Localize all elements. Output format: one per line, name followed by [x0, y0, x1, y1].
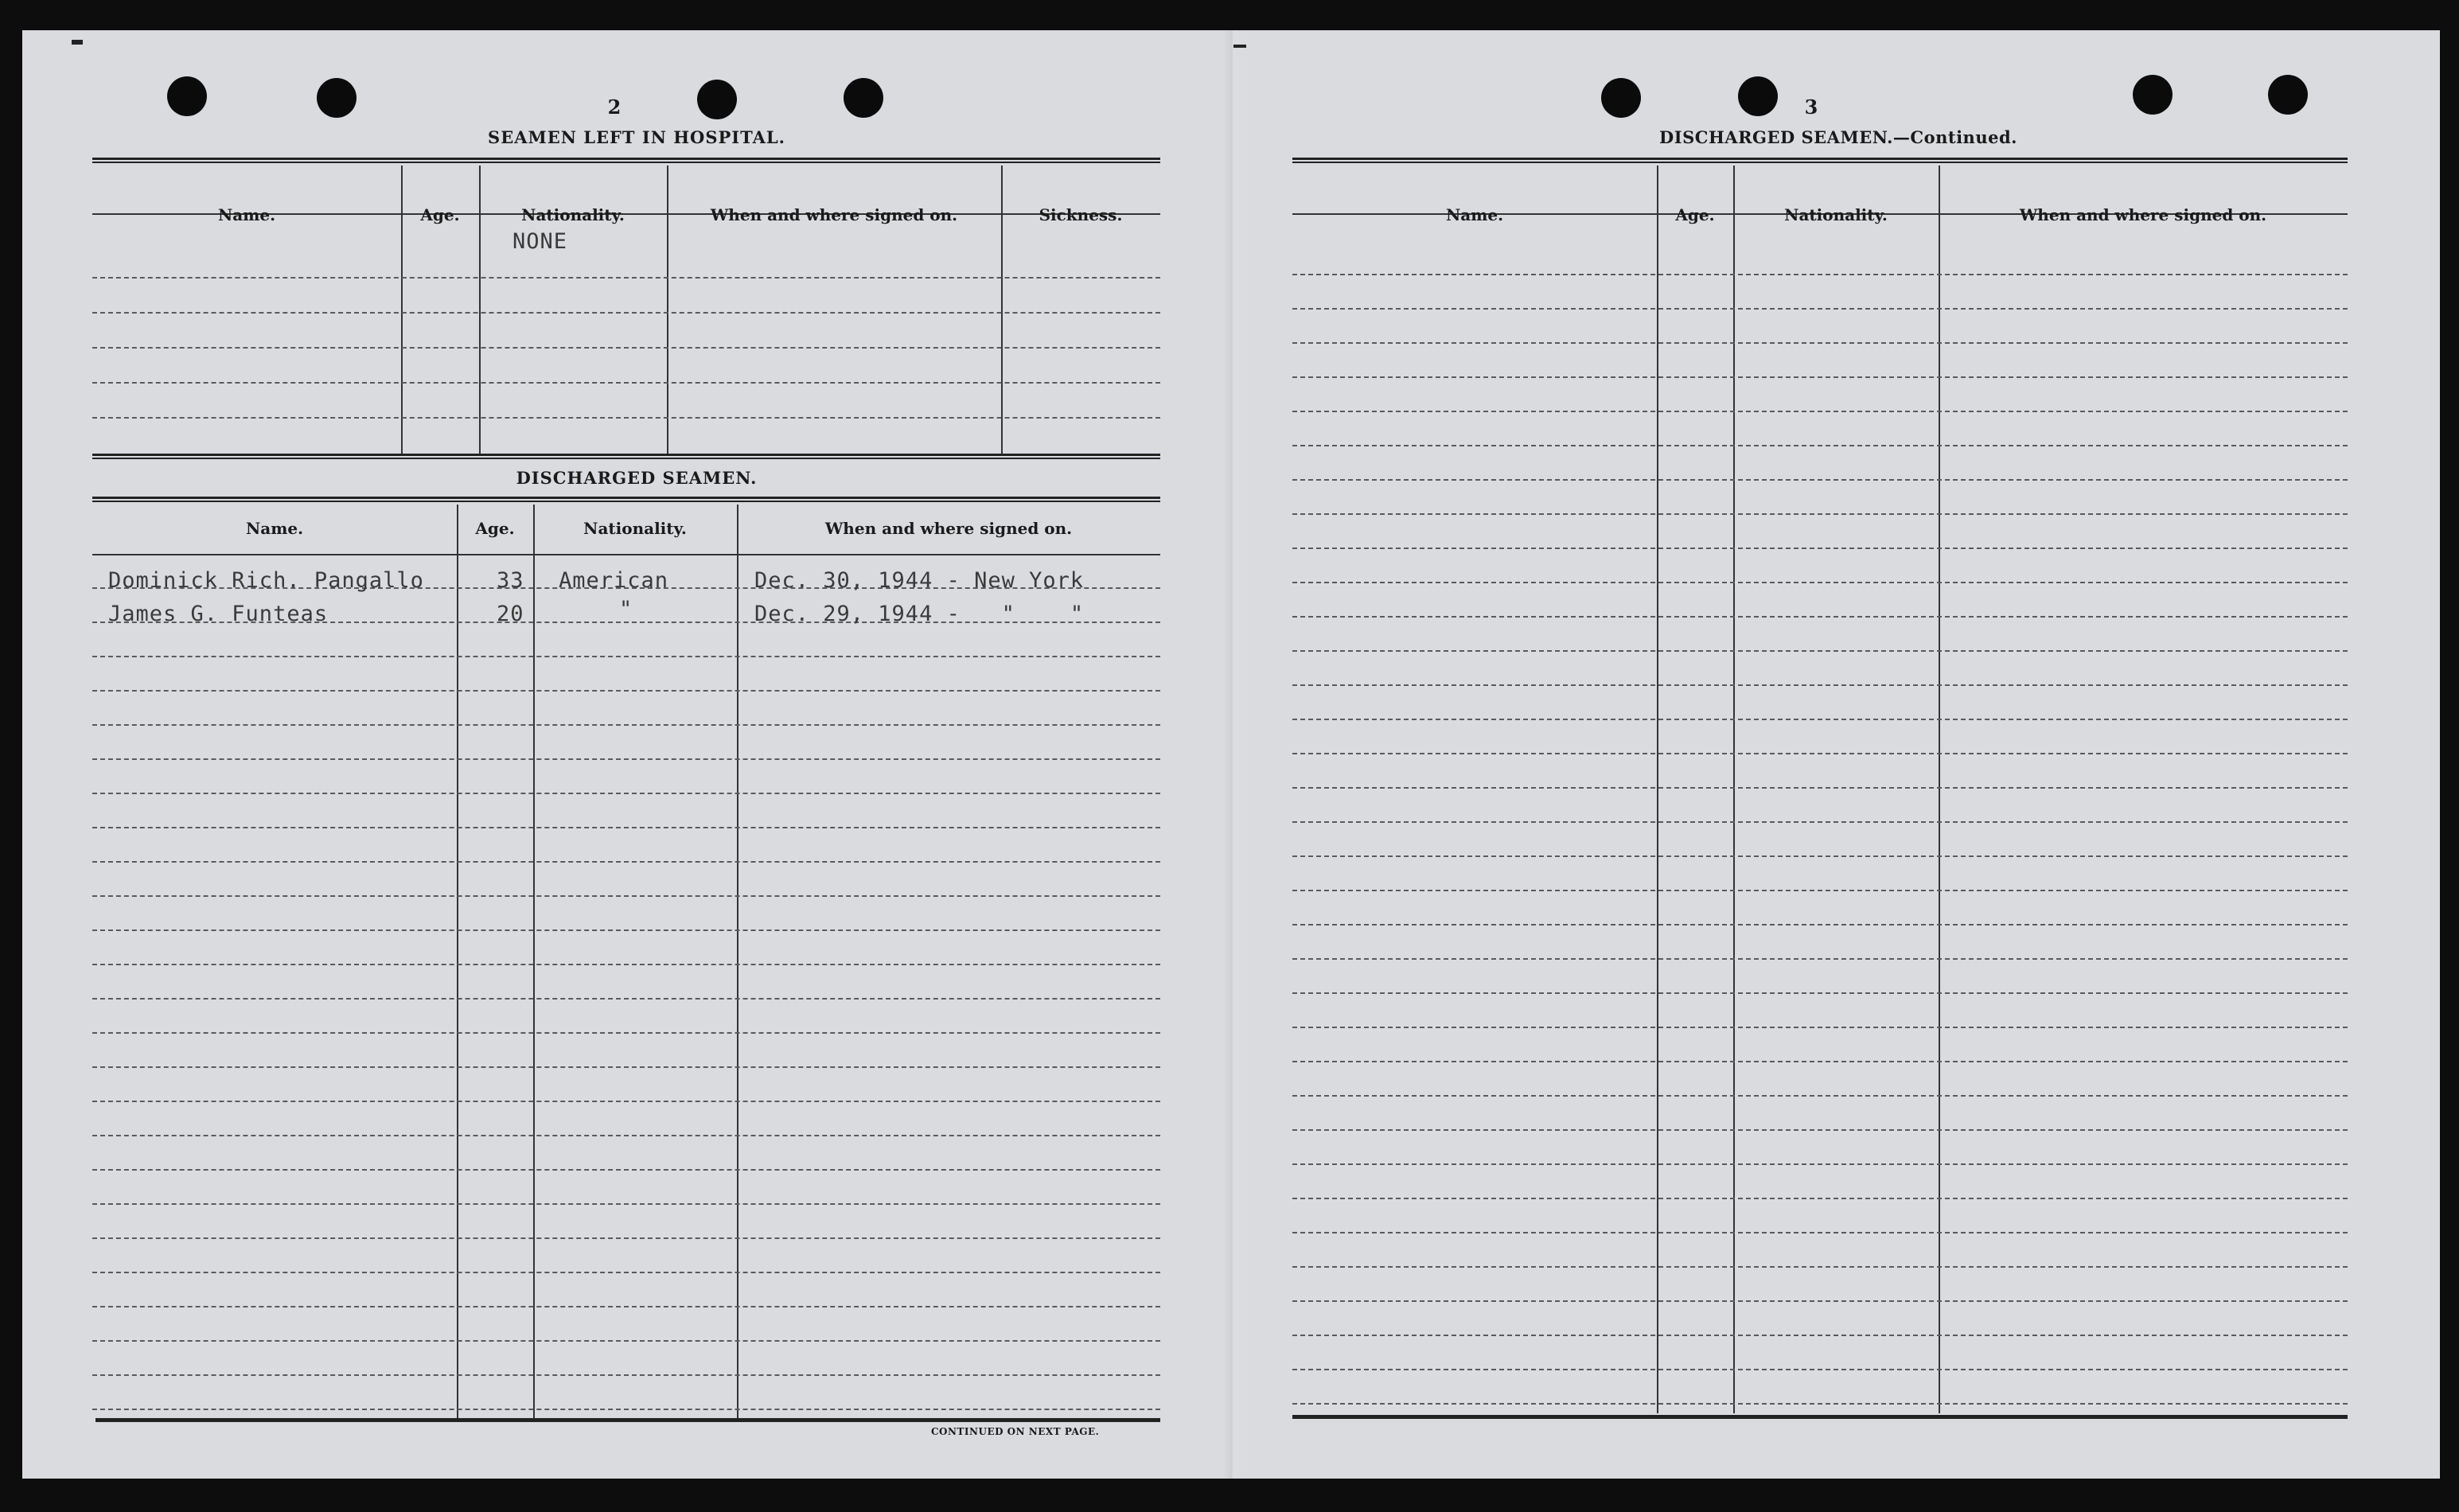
row-line [92, 656, 1160, 657]
punch-hole [2268, 75, 2308, 115]
punch-hole [2133, 75, 2173, 115]
row-line [92, 1203, 1160, 1205]
row-line [92, 895, 1160, 897]
row-line [1292, 1403, 2348, 1405]
row-line [1292, 821, 2348, 823]
col-age-header: Age. [475, 519, 515, 538]
row-1-nationality: American [559, 568, 669, 593]
bottom-rule [95, 1418, 1160, 1422]
row-line [92, 827, 1160, 828]
punch-hole [697, 80, 737, 119]
column-divider [457, 505, 458, 1418]
row-line [92, 1272, 1160, 1273]
row-line [1292, 855, 2348, 857]
row-line [92, 1340, 1160, 1342]
column-divider [667, 166, 668, 454]
col-name-header: Name. [1445, 205, 1504, 224]
punch-hole [1601, 78, 1641, 118]
column-divider [1939, 166, 1940, 1413]
row-line [92, 724, 1160, 726]
row-line [92, 1066, 1160, 1068]
row-line [1292, 719, 2348, 720]
row-line [1292, 308, 2348, 310]
column-divider [479, 166, 481, 454]
row-2-nationality: " [619, 597, 633, 622]
row-line [92, 998, 1160, 1000]
row-line [1292, 342, 2348, 344]
bottom-rule [1292, 1415, 2348, 1419]
row-line [92, 1306, 1160, 1307]
record-sheet [22, 30, 2440, 1479]
continued-note: CONTINUED ON NEXT PAGE. [931, 1426, 1100, 1437]
row-line [1292, 1095, 2348, 1097]
row-line [1292, 1163, 2348, 1165]
row-line [1292, 924, 2348, 926]
row-line [1292, 890, 2348, 891]
row-line [92, 312, 1160, 314]
col-sickness-header: Sickness. [1039, 205, 1123, 224]
row-line [92, 1032, 1160, 1034]
row-line [1292, 1061, 2348, 1062]
row-line [92, 417, 1160, 419]
row-line [1292, 1232, 2348, 1233]
row-line [1292, 616, 2348, 618]
row-line [92, 929, 1160, 931]
row-2-age: 20 [497, 602, 524, 626]
col-name-header: Name. [245, 519, 304, 538]
row-1-signed-on: Dec. 30, 1944 - New York [754, 568, 1085, 593]
row-line [92, 382, 1160, 384]
row-line [1292, 1335, 2348, 1336]
row-line [92, 347, 1160, 349]
row-line [92, 690, 1160, 692]
column-divider [1657, 166, 1658, 1413]
row-line [1292, 992, 2348, 994]
double-rule [1292, 158, 2348, 163]
row-line [92, 277, 1160, 279]
row-line [1292, 479, 2348, 481]
hospital-entry: NONE [512, 229, 568, 254]
row-1-name: Dominick Rich. Pangallo [108, 568, 424, 593]
discharged-table [92, 505, 1160, 1418]
row-line [92, 758, 1160, 760]
row-line [92, 861, 1160, 863]
row-line [1292, 376, 2348, 378]
row-2-name: James G. Funteas [108, 602, 329, 626]
row-line [92, 1169, 1160, 1171]
col-signed-on-header: When and where signed on. [824, 519, 1073, 538]
col-nationality-header: Nationality. [1784, 205, 1888, 224]
column-divider [737, 505, 738, 1418]
row-line [92, 1101, 1160, 1102]
discharged-continued-table [1292, 166, 2348, 1413]
row-line [1292, 958, 2348, 960]
scan-mark [1233, 45, 1246, 48]
double-rule [92, 497, 1160, 502]
page-number: 2 [607, 95, 622, 119]
row-line [92, 1135, 1160, 1136]
punch-hole [167, 76, 207, 116]
row-line [1292, 1198, 2348, 1199]
row-line [1292, 1300, 2348, 1302]
row-line [1292, 1027, 2348, 1028]
row-line [92, 964, 1160, 965]
row-line [1292, 650, 2348, 652]
col-age-header: Age. [420, 205, 460, 224]
row-line [92, 1374, 1160, 1376]
row-line [1292, 411, 2348, 412]
row-line [1292, 513, 2348, 515]
double-rule [92, 158, 1160, 163]
row-line [1292, 1266, 2348, 1268]
row-line [92, 1237, 1160, 1239]
row-line [1292, 548, 2348, 549]
row-line [1292, 445, 2348, 446]
hospital-table [92, 166, 1160, 454]
punch-hole [844, 78, 883, 118]
col-nationality-header: Nationality. [521, 205, 625, 224]
row-line [1292, 582, 2348, 583]
column-divider [401, 166, 403, 454]
col-name-header: Name. [217, 205, 276, 224]
column-divider [1733, 166, 1735, 1413]
column-divider [1001, 166, 1003, 454]
row-2-signed-on: Dec. 29, 1944 - " " [754, 602, 1085, 626]
double-rule [92, 454, 1160, 459]
punch-hole [317, 78, 357, 118]
page-fold [1222, 30, 1243, 1479]
col-signed-on-header: When and where signed on. [2019, 205, 2267, 224]
hospital-section-title: SEAMEN LEFT IN HOSPITAL. [488, 127, 785, 147]
col-nationality-header: Nationality. [583, 519, 687, 538]
row-line [92, 793, 1160, 794]
scan-mark [72, 40, 83, 45]
row-line [1292, 787, 2348, 789]
punch-hole [1738, 76, 1778, 116]
column-divider [533, 505, 535, 1418]
row-line [92, 1409, 1160, 1410]
col-age-header: Age. [1675, 205, 1715, 224]
row-line [1292, 1369, 2348, 1370]
row-line [1292, 274, 2348, 275]
row-1-age: 33 [497, 568, 524, 593]
col-signed-on-header: When and where signed on. [710, 205, 958, 224]
row-line [1292, 1129, 2348, 1131]
row-line [1292, 684, 2348, 686]
page-number: 3 [1804, 95, 1818, 119]
discharged-continued-title: DISCHARGED SEAMEN.—Continued. [1659, 127, 2017, 147]
row-line [1292, 753, 2348, 754]
discharged-section-title: DISCHARGED SEAMEN. [516, 468, 758, 488]
